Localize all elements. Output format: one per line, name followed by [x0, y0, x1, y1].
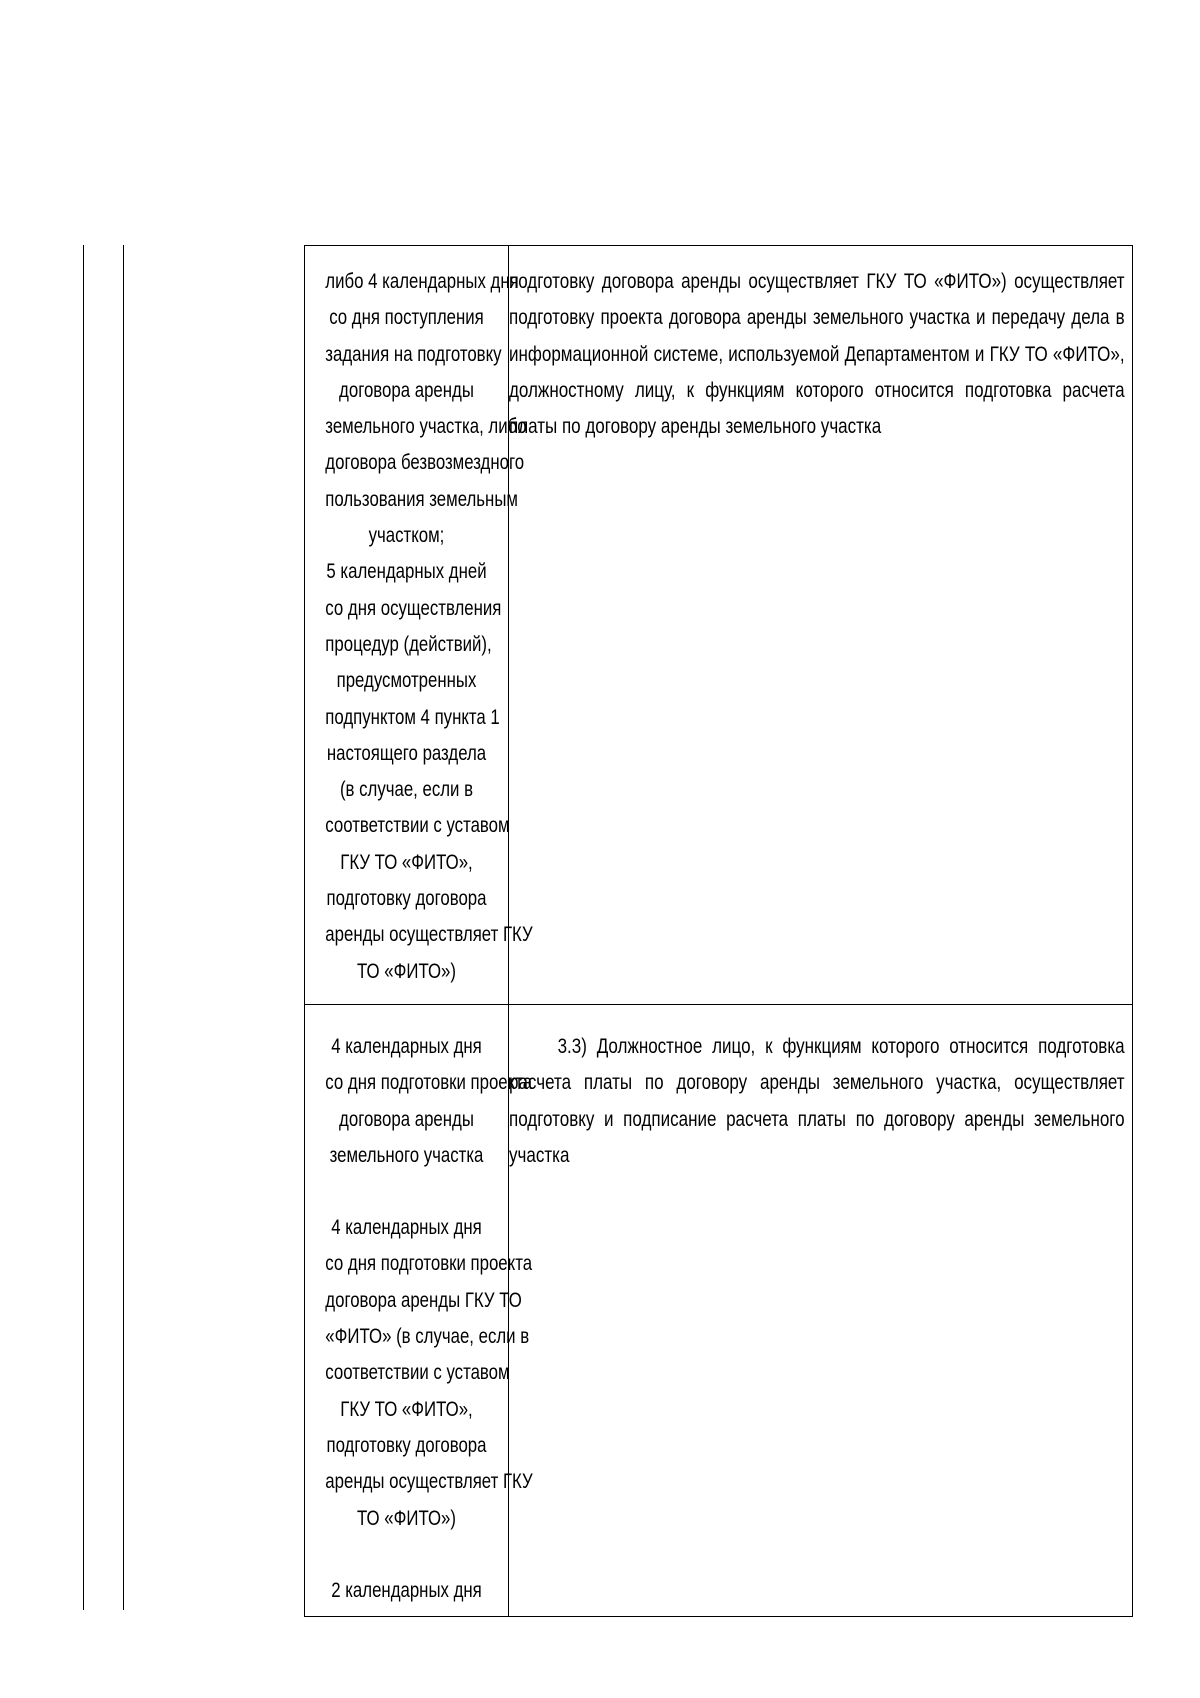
term-cell [305, 246, 533, 1005]
term-line: пользования земельным [325, 487, 518, 511]
term-line: аренды осуществляет ГКУ [325, 1470, 533, 1494]
term-line: ГКУ ТО «ФИТО», [340, 850, 473, 874]
term-line: соответствии с уставом [325, 1361, 510, 1385]
term-line: со дня поступления [329, 306, 484, 330]
term-line: настоящего раздела [326, 741, 487, 765]
paragraph-gap [325, 1174, 487, 1210]
term-line: со дня осуществления [325, 596, 502, 620]
term-line: ГКУ ТО «ФИТО», [340, 1397, 473, 1421]
term-line: со дня подготовки проекта [325, 1252, 533, 1276]
term-line: подготовку договора [326, 887, 487, 911]
description-text: подготовку договора аренды осуществляет ГКУ ТО «ФИТО») осуществляет подготовку проекта договора аренды земельного участка и передачу дела в информационной системе, используемой Департаментом и ГКУ ТО «ФИТО», должностному лицу, к функциям которого относится подготовка расчета платы по договору аренды земельного участка [509, 270, 1125, 439]
table-row [305, 246, 1133, 1005]
term-text [325, 1029, 533, 1609]
term-line: процедур (действий), [325, 632, 492, 656]
term-line: со дня подготовки проекта [325, 1071, 533, 1095]
table-left-border-line [83, 245, 84, 1610]
term-line: либо 4 календарных дня [325, 270, 519, 293]
term-text [325, 264, 533, 990]
term-line: земельного участка, либо [325, 415, 527, 439]
table-column-divider-line [123, 245, 124, 1610]
description-text: 3.3) Должностное лицо, к функциям которого относится подготовка расчета платы по договору аренды земельного участка, осуществляет подготовку и подписание расчета платы по договору аренды земельного участка [509, 1035, 1125, 1167]
term-line: 5 календарных дней [326, 560, 487, 584]
paragraph-gap [325, 1537, 487, 1573]
description-cell [509, 246, 1133, 1005]
term-line: 2 календарных дня [331, 1578, 482, 1602]
term-line: договора безвозмездного [325, 451, 525, 475]
regulation-table [304, 245, 1133, 1617]
term-line: договора аренды ГКУ ТО [325, 1288, 522, 1312]
term-line: ТО «ФИТО») [357, 1506, 456, 1530]
term-cell [305, 1005, 533, 1617]
term-line: 4 календарных дня [331, 1035, 482, 1058]
term-line: земельного участка [329, 1143, 484, 1167]
term-line: (в случае, если в [339, 778, 474, 802]
table-row [305, 1005, 1133, 1617]
term-line: «ФИТО» (в случае, если в [325, 1325, 530, 1349]
term-line: подготовку договора [326, 1433, 487, 1457]
term-line: предусмотренных [336, 669, 477, 693]
term-line: аренды осуществляет ГКУ [325, 923, 533, 947]
term-line: задания на подготовку [325, 342, 502, 366]
term-line: подпунктом 4 пункта 1 [325, 705, 500, 729]
description-cell [509, 1005, 1133, 1617]
term-line: договора аренды [339, 378, 474, 402]
term-line: участком; [368, 524, 445, 548]
term-line: ТО «ФИТО») [357, 959, 456, 983]
term-line: 4 календарных дня [331, 1216, 482, 1240]
term-line: договора аренды [339, 1107, 474, 1131]
term-line: соответствии с уставом [325, 814, 510, 838]
